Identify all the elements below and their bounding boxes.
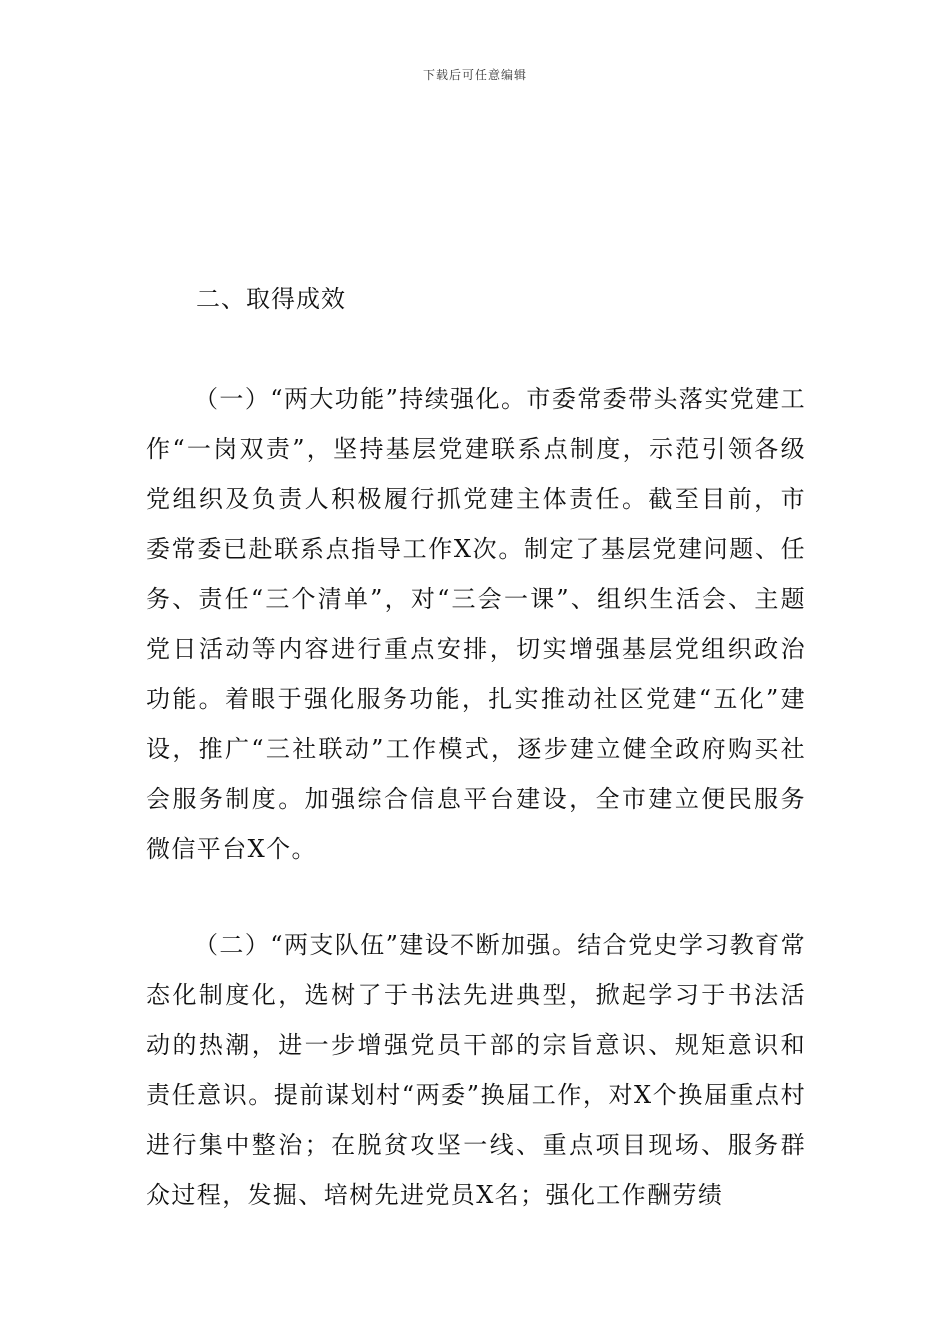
paragraph-functions: （一）“两大功能”持续强化。市委常委带头落实党建工作“一岗双责”，坚持基层党建联系点制度，示范引领各级党组织及负责人积极履行抓党建主体责任。截至目前，市委常委已赴联系点指导工作X次。制定了基层党建问题、任务、责任“三个清单”，对“三会一课”、组织生活会、主题党日活动等内容进行重点安排，切实增强基层党组织政治功能。着眼于强化服务功能，扎实推动社区党建“五化”建设，推广“三社联动”工作模式，逐步建立健全政府购买社会服务制度。加强综合信息平台建设，全市建立便民服务微信平台X个。	[146, 385, 806, 863]
section-heading: 二、取得成效	[196, 285, 346, 313]
paragraph-teams: （二）“两支队伍”建设不断加强。结合党史学习教育常态化制度化，选树了于书法先进典型，掀起学习于书法活动的热潮，进一步增强党员干部的宗旨意识、规矩意识和责任意识。提前谋划村“两委”换届工作，对X个换届重点村进行集中整治；在脱贫攻坚一线、重点项目现场、服务群众过程，发掘、培树先进党员X名；强化工作酬劳绩	[146, 931, 806, 1209]
header-note: 下载后可任意编辑	[422, 68, 527, 82]
